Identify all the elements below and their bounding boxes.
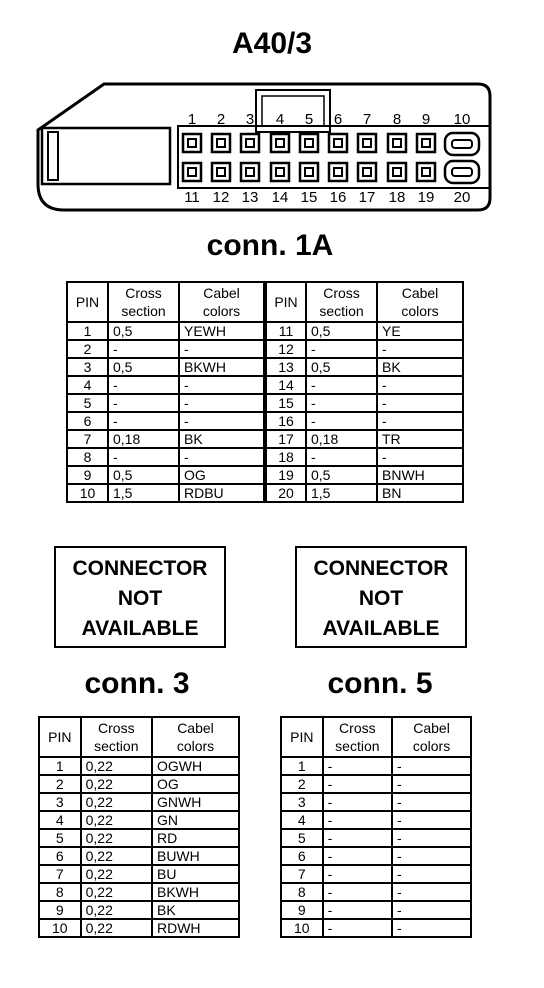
cross-section-cell: 0,22 bbox=[81, 811, 152, 829]
color-cell: BU bbox=[152, 865, 239, 883]
cross-section-cell: 0,22 bbox=[81, 775, 152, 793]
cross-section-cell: - bbox=[108, 412, 179, 430]
table-row bbox=[281, 847, 471, 865]
color-cell: TR bbox=[377, 430, 463, 448]
pin-socket-core bbox=[422, 168, 430, 176]
color-cell: RDBU bbox=[179, 484, 265, 502]
cross-section-cell: - bbox=[306, 412, 377, 430]
cross-section-cell: 0,22 bbox=[81, 901, 152, 919]
pin-socket-core bbox=[276, 168, 284, 176]
pin-socket bbox=[241, 134, 259, 152]
cross-section-cell: 0,5 bbox=[108, 466, 179, 484]
pin-label: 12 bbox=[212, 189, 230, 206]
power-pin-socket-core bbox=[452, 168, 472, 176]
color-cell: BKWH bbox=[179, 358, 265, 376]
table-row bbox=[39, 901, 239, 919]
color-cell: BN bbox=[377, 484, 463, 502]
color-cell: - bbox=[392, 919, 471, 937]
table-row bbox=[281, 829, 471, 847]
cross-section-header: Cross section bbox=[306, 282, 377, 322]
pin-socket-core bbox=[246, 168, 254, 176]
cross-section-cell: 0,22 bbox=[81, 829, 152, 847]
connector-diagram bbox=[30, 80, 500, 214]
pin-socket bbox=[212, 163, 230, 181]
bottom-pin-labels bbox=[184, 189, 470, 206]
pin-cell: 9 bbox=[281, 901, 323, 919]
pin-socket bbox=[329, 134, 347, 152]
not-available-line: AVAILABLE bbox=[322, 617, 440, 640]
cross-section-cell: - bbox=[323, 793, 392, 811]
cross-section-cell: - bbox=[323, 757, 392, 775]
table-row bbox=[67, 430, 463, 448]
table-row bbox=[67, 484, 463, 502]
connector-not-available-box bbox=[295, 546, 467, 648]
pin-label: 16 bbox=[329, 189, 347, 206]
pin-cell: 12 bbox=[265, 340, 306, 358]
pin-socket bbox=[388, 134, 406, 152]
pin-socket bbox=[271, 163, 289, 181]
pin-cell: 10 bbox=[67, 484, 108, 502]
pin-socket-core bbox=[188, 139, 196, 147]
color-cell: - bbox=[392, 865, 471, 883]
cross-section-cell: 0,22 bbox=[81, 847, 152, 865]
color-cell: OG bbox=[179, 466, 265, 484]
cabel-colors-header: Cabel colors bbox=[392, 717, 471, 757]
pin-cell: 6 bbox=[281, 847, 323, 865]
pin-socket-core bbox=[393, 168, 401, 176]
pin-cell: 14 bbox=[265, 376, 306, 394]
pin-cell: 15 bbox=[265, 394, 306, 412]
cross-section-cell: - bbox=[108, 340, 179, 358]
conn3-table bbox=[38, 716, 240, 938]
color-cell: - bbox=[179, 340, 265, 358]
pin-cell: 7 bbox=[39, 865, 81, 883]
table-row bbox=[39, 919, 239, 937]
cross-section-cell: - bbox=[306, 448, 377, 466]
color-cell: - bbox=[179, 448, 265, 466]
pin-cell: 19 bbox=[265, 466, 306, 484]
color-cell: - bbox=[377, 376, 463, 394]
cross-section-cell: 0,18 bbox=[108, 430, 179, 448]
table-row bbox=[281, 919, 471, 937]
pin-label: 10 bbox=[453, 111, 471, 128]
pin-socket-core bbox=[393, 139, 401, 147]
cross-section-cell: - bbox=[323, 883, 392, 901]
table-row bbox=[281, 757, 471, 775]
cross-section-cell: - bbox=[323, 865, 392, 883]
pin-cell: 4 bbox=[67, 376, 108, 394]
connector-not-available-box bbox=[54, 546, 226, 648]
table-row bbox=[67, 412, 463, 430]
pin-socket-core bbox=[334, 168, 342, 176]
table-header-row bbox=[67, 282, 463, 322]
pin-socket bbox=[183, 163, 201, 181]
not-available-line: NOT bbox=[117, 587, 163, 610]
pin-cell: 1 bbox=[39, 757, 81, 775]
table-row bbox=[281, 883, 471, 901]
pin-cell: 10 bbox=[281, 919, 323, 937]
pin-cell: 4 bbox=[39, 811, 81, 829]
pin-label: 18 bbox=[388, 189, 406, 206]
color-cell: - bbox=[377, 412, 463, 430]
pin-socket bbox=[300, 163, 318, 181]
table-row bbox=[67, 466, 463, 484]
color-cell: - bbox=[179, 412, 265, 430]
cross-section-cell: 0,22 bbox=[81, 865, 152, 883]
table-row bbox=[281, 811, 471, 829]
cross-section-cell: 0,22 bbox=[81, 883, 152, 901]
color-cell: - bbox=[392, 775, 471, 793]
not-available-line: AVAILABLE bbox=[81, 617, 199, 640]
pin-socket-core bbox=[246, 139, 254, 147]
table-row bbox=[39, 775, 239, 793]
cross-section-cell: 0,22 bbox=[81, 757, 152, 775]
pin-socket bbox=[183, 134, 201, 152]
color-cell: OGWH bbox=[152, 757, 239, 775]
color-cell: - bbox=[377, 340, 463, 358]
table-row bbox=[39, 847, 239, 865]
cross-section-cell: 0,22 bbox=[81, 793, 152, 811]
cabel-colors-header: Cabel colors bbox=[377, 282, 463, 322]
color-cell: BNWH bbox=[377, 466, 463, 484]
table-row bbox=[67, 340, 463, 358]
cross-section-cell: - bbox=[108, 448, 179, 466]
color-cell: BK bbox=[377, 358, 463, 376]
color-cell: - bbox=[392, 901, 471, 919]
pin-cell: 9 bbox=[67, 466, 108, 484]
connector-title: A40/3 bbox=[231, 27, 313, 60]
pin-cell: 2 bbox=[281, 775, 323, 793]
power-pin-socket-core bbox=[452, 140, 472, 148]
cross-section-cell: - bbox=[306, 340, 377, 358]
pin-label: 17 bbox=[358, 189, 376, 206]
pin-socket bbox=[329, 163, 347, 181]
color-cell: BKWH bbox=[152, 883, 239, 901]
pin-cell: 2 bbox=[67, 340, 108, 358]
color-cell: - bbox=[179, 376, 265, 394]
cross-section-cell: 1,5 bbox=[306, 484, 377, 502]
table-row bbox=[67, 358, 463, 376]
pin-header: PIN bbox=[281, 717, 323, 757]
pin-cell: 1 bbox=[281, 757, 323, 775]
pin-cell: 5 bbox=[67, 394, 108, 412]
pin-socket-core bbox=[363, 139, 371, 147]
color-cell: YE bbox=[377, 322, 463, 340]
color-cell: - bbox=[377, 394, 463, 412]
pin-socket-core bbox=[334, 139, 342, 147]
cross-section-cell: 0,5 bbox=[306, 358, 377, 376]
cross-section-header: Cross section bbox=[108, 282, 179, 322]
pin-label: 20 bbox=[453, 189, 471, 206]
color-cell: - bbox=[392, 811, 471, 829]
cross-section-cell: - bbox=[323, 829, 392, 847]
pin-socket bbox=[271, 134, 289, 152]
color-cell: - bbox=[179, 394, 265, 412]
pin-cell: 4 bbox=[281, 811, 323, 829]
table-row bbox=[281, 775, 471, 793]
pin-label: 4 bbox=[275, 111, 285, 128]
cross-section-cell: 0,5 bbox=[306, 322, 377, 340]
pin-label: 8 bbox=[392, 111, 402, 128]
pin-cell: 11 bbox=[265, 322, 306, 340]
pin-cell: 13 bbox=[265, 358, 306, 376]
table-row bbox=[67, 376, 463, 394]
pin-socket bbox=[417, 163, 435, 181]
pin-cell: 8 bbox=[39, 883, 81, 901]
pin-header: PIN bbox=[265, 282, 306, 322]
pin-socket-core bbox=[305, 168, 313, 176]
cross-section-cell: - bbox=[323, 901, 392, 919]
cross-section-header: Cross section bbox=[81, 717, 152, 757]
color-cell: RD bbox=[152, 829, 239, 847]
pin-label: 1 bbox=[187, 111, 197, 128]
pin-cell: 5 bbox=[281, 829, 323, 847]
color-cell: - bbox=[392, 757, 471, 775]
power-pin-socket bbox=[445, 133, 479, 155]
cross-section-cell: - bbox=[323, 919, 392, 937]
pin-socket-core bbox=[305, 139, 313, 147]
pin-label: 3 bbox=[245, 111, 255, 128]
not-available-line: CONNECTOR bbox=[313, 557, 449, 580]
pin-label: 6 bbox=[333, 111, 343, 128]
pin-socket bbox=[388, 163, 406, 181]
table-row bbox=[281, 793, 471, 811]
cabel-colors-header: Cabel colors bbox=[152, 717, 239, 757]
table-row bbox=[67, 322, 463, 340]
color-cell: YEWH bbox=[179, 322, 265, 340]
pin-cell: 16 bbox=[265, 412, 306, 430]
cross-section-cell: - bbox=[306, 376, 377, 394]
conn1a-table bbox=[66, 281, 464, 503]
conn5-title: conn. 5 bbox=[327, 667, 433, 700]
table-row bbox=[281, 901, 471, 919]
pin-cell: 3 bbox=[67, 358, 108, 376]
pin-cell: 6 bbox=[67, 412, 108, 430]
pin-cell: 6 bbox=[39, 847, 81, 865]
pin-socket bbox=[358, 134, 376, 152]
pin-cell: 8 bbox=[67, 448, 108, 466]
color-cell: - bbox=[392, 793, 471, 811]
pin-label: 15 bbox=[300, 189, 318, 206]
color-cell: GNWH bbox=[152, 793, 239, 811]
cross-section-cell: - bbox=[108, 394, 179, 412]
pin-cell: 9 bbox=[39, 901, 81, 919]
table-row bbox=[39, 811, 239, 829]
table-row bbox=[39, 793, 239, 811]
power-pin-socket bbox=[445, 161, 479, 183]
pin-header: PIN bbox=[39, 717, 81, 757]
cross-section-cell: - bbox=[323, 811, 392, 829]
pin-socket bbox=[300, 134, 318, 152]
table-row bbox=[39, 757, 239, 775]
pin-label: 19 bbox=[417, 189, 435, 206]
pin-cell: 18 bbox=[265, 448, 306, 466]
conn5-table bbox=[280, 716, 472, 938]
cross-section-cell: - bbox=[323, 775, 392, 793]
pin-cell: 20 bbox=[265, 484, 306, 502]
table-row bbox=[67, 394, 463, 412]
pin-label: 5 bbox=[304, 111, 314, 128]
color-cell: - bbox=[392, 883, 471, 901]
color-cell: BUWH bbox=[152, 847, 239, 865]
pin-socket-core bbox=[276, 139, 284, 147]
pin-socket-core bbox=[217, 168, 225, 176]
pin-socket bbox=[241, 163, 259, 181]
color-cell: OG bbox=[152, 775, 239, 793]
pin-cell: 8 bbox=[281, 883, 323, 901]
cross-section-cell: - bbox=[108, 376, 179, 394]
pin-cell: 5 bbox=[39, 829, 81, 847]
color-cell: BK bbox=[152, 901, 239, 919]
pin-label: 7 bbox=[362, 111, 372, 128]
pin-label: 11 bbox=[184, 189, 200, 206]
color-cell: - bbox=[377, 448, 463, 466]
color-cell: GN bbox=[152, 811, 239, 829]
cabel-colors-header: Cabel colors bbox=[179, 282, 265, 322]
pin-socket-core bbox=[422, 139, 430, 147]
table-row bbox=[39, 883, 239, 901]
pin-cell: 1 bbox=[67, 322, 108, 340]
table-header-row bbox=[39, 717, 239, 757]
pin-socket bbox=[417, 134, 435, 152]
pin-cell: 7 bbox=[67, 430, 108, 448]
pin-header: PIN bbox=[67, 282, 108, 322]
pin-socket bbox=[212, 134, 230, 152]
cross-section-cell: 1,5 bbox=[108, 484, 179, 502]
not-available-line: NOT bbox=[358, 587, 404, 610]
cross-section-header: Cross section bbox=[323, 717, 392, 757]
cross-section-cell: 0,5 bbox=[108, 322, 179, 340]
table-header-row bbox=[281, 717, 471, 757]
pin-socket-core bbox=[188, 168, 196, 176]
pin-label: 14 bbox=[271, 189, 289, 206]
cross-section-cell: 0,5 bbox=[108, 358, 179, 376]
pin-cell: 3 bbox=[39, 793, 81, 811]
conn1a-title: conn. 1A bbox=[206, 229, 334, 262]
cross-section-cell: 0,18 bbox=[306, 430, 377, 448]
color-cell: - bbox=[392, 829, 471, 847]
pin-cell: 17 bbox=[265, 430, 306, 448]
cross-section-cell: - bbox=[306, 394, 377, 412]
table-row bbox=[39, 829, 239, 847]
pin-cell: 7 bbox=[281, 865, 323, 883]
pin-label: 9 bbox=[421, 111, 431, 128]
cross-section-cell: - bbox=[323, 847, 392, 865]
pin-socket-core bbox=[363, 168, 371, 176]
cross-section-cell: 0,22 bbox=[81, 919, 152, 937]
cross-section-cell: 0,5 bbox=[306, 466, 377, 484]
table-row bbox=[281, 865, 471, 883]
color-cell: - bbox=[392, 847, 471, 865]
conn3-title: conn. 3 bbox=[84, 667, 190, 700]
color-cell: BK bbox=[179, 430, 265, 448]
color-cell: RDWH bbox=[152, 919, 239, 937]
pin-cell: 2 bbox=[39, 775, 81, 793]
pin-label: 13 bbox=[241, 189, 259, 206]
table-row bbox=[39, 865, 239, 883]
pin-cell: 10 bbox=[39, 919, 81, 937]
pin-label: 2 bbox=[216, 111, 226, 128]
pin-socket-core bbox=[217, 139, 225, 147]
pin-socket bbox=[358, 163, 376, 181]
table-row bbox=[67, 448, 463, 466]
not-available-line: CONNECTOR bbox=[72, 557, 208, 580]
pin-cell: 3 bbox=[281, 793, 323, 811]
